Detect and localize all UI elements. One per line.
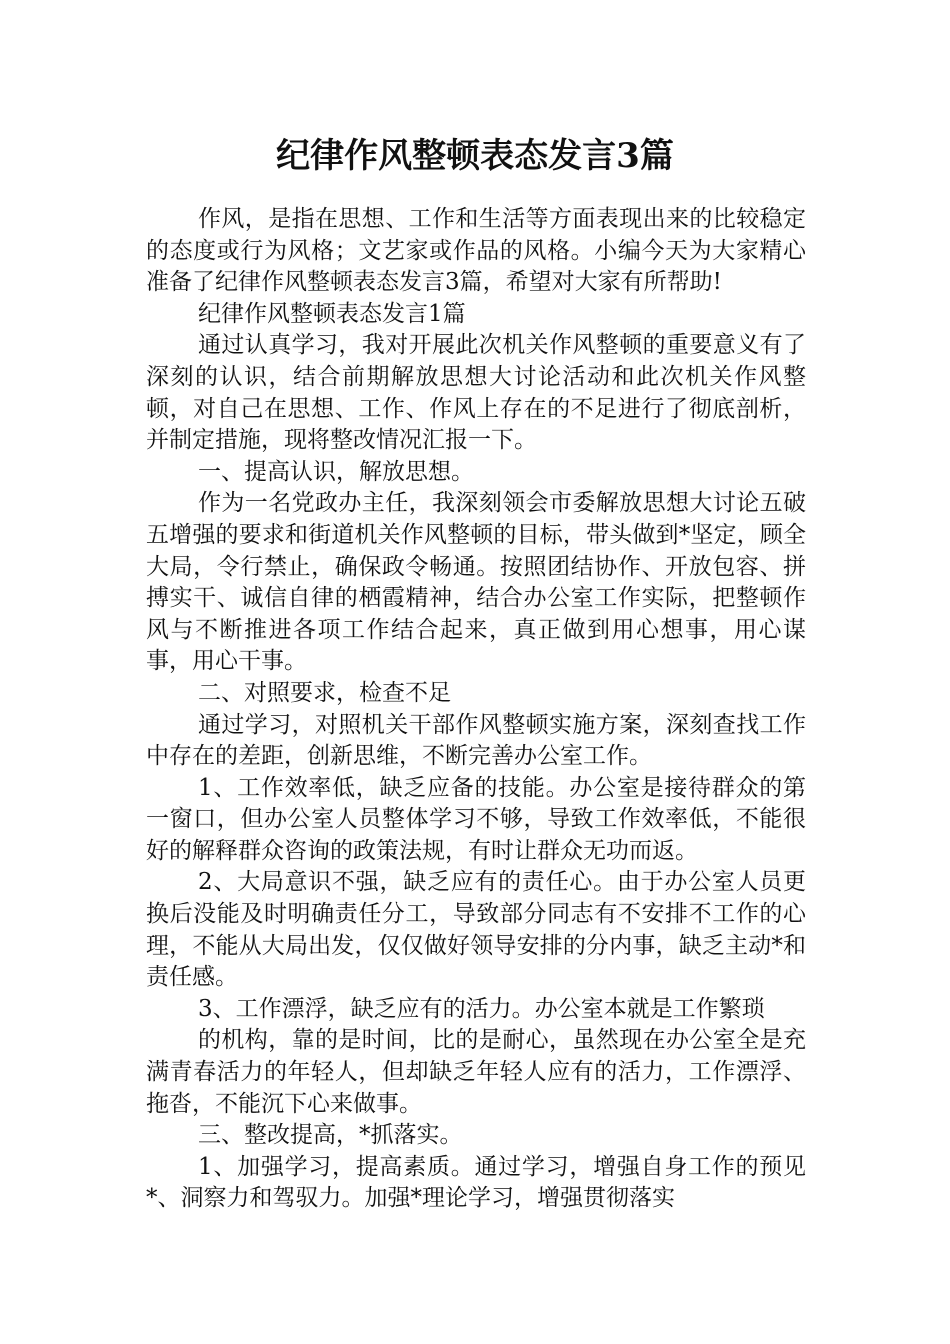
list-item: 1、加强学习，提高素质。通过学习，增强自身工作的预见*、洞察力和驾驭力。加强*理论学习，增强贯彻落实 bbox=[146, 1153, 806, 1212]
section-heading: 三、整改提高，*抓落实。 bbox=[198, 1122, 463, 1149]
section-heading: 二、对照要求，检查不足 bbox=[198, 679, 451, 706]
paragraph: 通过认真学习，我对开展此次机关作风整顿的重要意义有了深刻的认识，结合前期解放思想大讨论活动和此次机关作风整顿，对自己在思想、工作、作风上存在的不足进行了彻底剖析，并制定措施，现将整改情况汇报一下。 bbox=[146, 332, 806, 454]
paragraph-continued: 的机构，靠的是时间，比的是耐心，虽然现在办公室全是充满青春活力的年轻人，但却缺乏年轻人应有的活力，工作漂浮、拖沓，不能沉下心来做事。 bbox=[146, 1027, 806, 1117]
list-item: 1、工作效率低，缺乏应备的技能。办公室是接待群众的第一窗口，但办公室人员整体学习不够，导致工作效率低，不能很好的解释群众咨询的政策法规，有时让群众无功而返。 bbox=[146, 774, 806, 864]
section-heading-part-1: 纪律作风整顿表态发言1篇 bbox=[198, 300, 466, 327]
list-item: 2、大局意识不强，缺乏应有的责任心。由于办公室人员更换后没能及时明确责任分工，导致部分同志有不安排不工作的心理，不能从大局出发，仅仅做好领导安排的分内事，缺乏主动*和责任感。 bbox=[146, 869, 806, 991]
document-body bbox=[146, 204, 806, 1215]
section-heading: 一、提高认识，解放思想。 bbox=[198, 458, 474, 485]
paragraph: 作为一名党政办主任，我深刻领会市委解放思想大讨论五破五增强的要求和街道机关作风整顿的目标，带头做到*坚定，顾全大局，令行禁止，确保政令畅通。按照团结协作、开放包容、拼搏实干、诚信自律的栖霞精神，结合办公室工作实际，把整顿作风与不断推进各项工作结合起来，真正做到用心想事，用心谋事，用心干事。 bbox=[146, 490, 806, 675]
document-title: 纪律作风整顿表态发言3篇 bbox=[276, 136, 674, 176]
list-item: 3、工作漂浮，缺乏应有的活力。办公室本就是工作繁琐 bbox=[198, 995, 765, 1022]
paragraph-intro: 作风，是指在思想、工作和生活等方面表现出来的比较稳定的态度或行为风格；文艺家或作品的风格。小编今天为大家精心准备了纪律作风整顿表态发言3篇，希望对大家有所帮助! bbox=[146, 206, 806, 296]
paragraph: 通过学习，对照机关干部作风整顿实施方案，深刻查找工作中存在的差距，创新思维，不断完善办公室工作。 bbox=[146, 711, 806, 770]
